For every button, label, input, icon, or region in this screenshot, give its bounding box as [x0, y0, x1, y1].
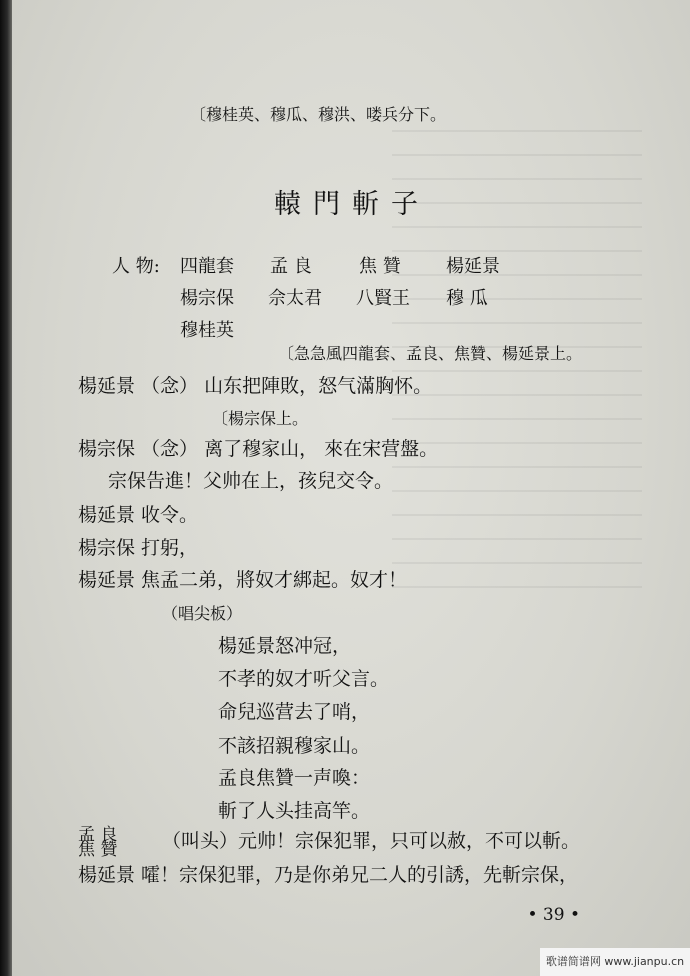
stage-direction-exit: 〔穆桂英、穆瓜、穆洪、喽兵分下。 [190, 105, 447, 124]
dialogue-line: （叫头）元帅！宗保犯罪，只可以赦，不可以斬。 [162, 830, 581, 852]
cast-name: 八賢王 [356, 288, 410, 309]
dialogue-line: 楊延景 （念） 山东把陣敗，怒气滿胸怀。 [78, 375, 433, 397]
dialogue-line: 宗保告進！父帅在上，孩兒交令。 [108, 470, 394, 492]
stage-direction-enter: 〔急急風四龍套、孟良、焦贊、楊延景上。 [278, 344, 583, 363]
dialogue-line: 楊宗保 （念） 离了穆家山， 來在宋营盤。 [78, 438, 439, 460]
verse-line: 不該招親穆家山。 [218, 735, 371, 757]
speaker-name: 焦 贊 [78, 840, 118, 860]
dialogue-line: 楊延景 嚯！宗保犯罪，乃是你弟兄二人的引誘，先斬宗保， [78, 864, 579, 886]
cast-name: 穆桂英 [180, 320, 234, 341]
dialogue-line: 楊宗保 打躬， [78, 537, 199, 559]
scene-title: 轅門斬子 [274, 189, 430, 220]
cast-label: 人 物: [112, 256, 160, 277]
cast-name: 焦 贊 [359, 256, 401, 277]
cast-name: 穆 瓜 [446, 288, 488, 309]
verse-line: 不孝的奴才听父言。 [218, 668, 390, 690]
scanned-page [12, 0, 690, 976]
verse-line: 楊延景怒冲冠， [218, 635, 352, 657]
book-spine-shadow [0, 0, 12, 976]
verse-line: 斬了人头挂高竿。 [218, 800, 371, 822]
speaker-name: 孟 良 [78, 825, 118, 845]
speaker-pair [78, 825, 118, 860]
cast-name: 佘太君 [268, 288, 322, 309]
verse-line: 命兒巡营去了哨， [218, 701, 371, 723]
cast-name: 楊延景 [446, 256, 500, 277]
cast-name: 孟 良 [270, 256, 312, 277]
cast-name: 四龍套 [180, 256, 234, 277]
dialogue-line: 楊延景 收令。 [78, 504, 199, 526]
cast-name: 楊宗保 [180, 288, 234, 309]
page-number: • 39 • [527, 905, 580, 925]
dialogue-line: 楊延景 焦孟二弟，將奴才綁起。奴才！ [78, 569, 408, 591]
site-watermark: 歌谱简谱网 www.jianpu.cn [540, 948, 690, 976]
verse-line: 孟良焦贊一声喚： [218, 767, 371, 789]
stage-direction-enter: 〔楊宗保上。 [212, 409, 309, 428]
singing-mode: （唱尖板） [162, 604, 243, 623]
